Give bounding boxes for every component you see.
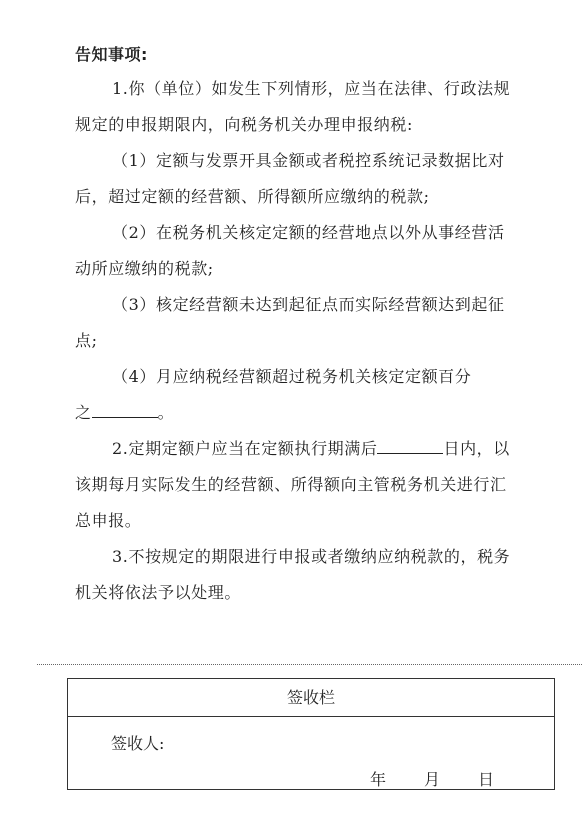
notice-line-5: 总申报。 — [75, 511, 142, 530]
receipt-box — [67, 678, 555, 790]
year-label: 年 — [370, 770, 387, 789]
notice-title: 告知事项: — [75, 45, 148, 64]
notice-item-4-prefix: 之 — [75, 403, 92, 422]
notice-item-3-line-2: 点; — [75, 331, 98, 350]
notice-line-3-suffix: 日内，以 — [443, 439, 510, 458]
days-blank — [377, 439, 443, 454]
notice-line-3-prefix: 2.定期定额户应当在定额执行期满后 — [112, 439, 378, 458]
notice-line-2: 规定的申报期限内，向税务机关办理申报纳税: — [75, 115, 413, 134]
notice-item-1-line-1: （1）定额与发票开具金额或者税控系统记录数据比对 — [112, 151, 505, 170]
notice-line-6: 3.不按规定的期限进行申报或者缴纳应纳税款的，税务 — [112, 547, 511, 566]
notice-line-4: 该期每月实际发生的经营额、所得额向主管税务机关进行汇 — [75, 475, 507, 494]
signer-label: 签收人: — [111, 734, 165, 753]
notice-item-4-line-1: （4）月应纳税经营额超过税务机关核定定额百分 — [112, 367, 472, 386]
notice-line-1: 1.你（单位）如发生下列情形，应当在法律、行政法规 — [112, 79, 511, 98]
month-label: 月 — [424, 770, 441, 789]
notice-item-4-suffix: 。 — [157, 403, 175, 422]
notice-item-2-line-1: （2）在税务机关核定定额的经营地点以外从事经营活 — [112, 223, 505, 242]
notice-item-2-line-2: 动所应缴纳的税款; — [75, 259, 214, 278]
dotted-divider — [37, 664, 582, 665]
day-label: 日 — [478, 770, 495, 789]
notice-line-7: 机关将依法予以处理。 — [75, 583, 242, 602]
notice-line-3 — [112, 439, 552, 459]
notice-item-4-line-2 — [75, 403, 555, 423]
percentage-blank — [92, 403, 158, 418]
notice-item-3-line-1: （3）核定经营额未达到起征点而实际经营额达到起征 — [112, 295, 505, 314]
receipt-header: 签收栏 — [68, 679, 554, 717]
date-line — [370, 767, 494, 790]
notice-item-1-line-2: 后，超过定额的经营额、所得额所应缴纳的税款; — [75, 187, 430, 206]
